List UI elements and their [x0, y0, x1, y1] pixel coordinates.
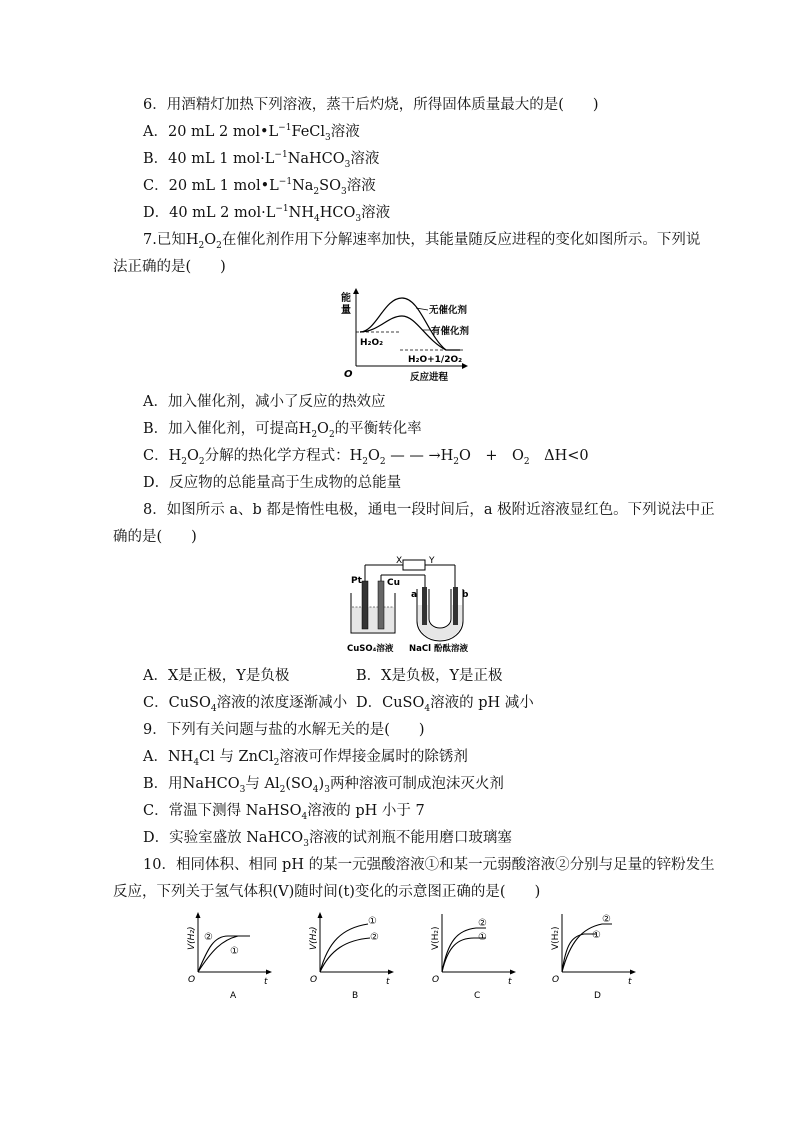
pt-electrode [362, 581, 368, 629]
electrolysis-diagram [345, 553, 485, 653]
label-x: X [396, 556, 403, 566]
energy-label-2: 量 [341, 305, 351, 316]
origin-label: O [344, 369, 353, 380]
y-axis-label: V(H₂) [309, 926, 319, 950]
cu-electrode [378, 581, 384, 629]
graph-label: A [230, 991, 237, 1001]
reactant-label: H₂O₂ [360, 338, 384, 348]
curve-uncat-label: 无催化剂 [429, 305, 468, 316]
origin-label: O [552, 975, 560, 985]
q8-option-a: A．X是正极，Y是负极 [143, 668, 290, 684]
curve-1-label: ① [592, 930, 601, 941]
label-y: Y [429, 556, 435, 566]
q8-stem-line2: 确的是( ) [113, 529, 197, 545]
curve-2-label: ② [602, 914, 611, 925]
graph-label: C [474, 991, 481, 1001]
y-axis-label: V(H₂) [551, 926, 561, 950]
label-left-solution: CuSO₄溶液 [347, 644, 394, 653]
x-axis-arrow [462, 363, 468, 369]
q6-stem: 6．用酒精灯加热下列溶液，蒸干后灼烧，所得固体质量最大的是( ) [143, 97, 599, 113]
left-solution [352, 607, 394, 632]
y-axis-label: V(H₂) [187, 926, 197, 950]
energy-label-1: 能 [341, 293, 351, 304]
graph-b [302, 910, 402, 1002]
q6-option-a: A．20 mL 2 $mol•L^{-1}FeCl_3$溶液 [143, 123, 360, 143]
q9-option-c: C．常温下测得 NaHSO$_4$溶液的 pH 小于 7 [143, 803, 425, 822]
q7-option-b: B．加入催化剂，可提高$H_2O_2$的平衡转化率 [143, 421, 422, 440]
x-axis-label: t [628, 977, 632, 987]
graph-a [180, 910, 280, 1002]
curve-1-label: ① [368, 916, 377, 927]
q7-stem-line1: 7.已知$H_2O_2$在催化剂作用下分解速率加快，其能量随反应进程的变化如图所示。下列说 [143, 232, 701, 251]
q6-option-d: D．40 mL 2 $mol\cdot L^{-1}NH_4HCO_3$溶液 [143, 204, 391, 224]
curve-2-label: ② [478, 918, 487, 929]
q7-option-c: C．$H_2O_2$分解的热化学方程式：$H_2O_2$ — — $\to H_2O$ + $O_2$ ΔH<0 [143, 448, 589, 467]
q7-option-a: A．加入催化剂，减小了反应的热效应 [143, 394, 386, 410]
q7-stem-line2: 法正确的是( ) [113, 259, 226, 275]
q10-stem-line2: 反应，下列关于氢气体积(V)随时间(t)变化的示意图正确的是( ) [113, 884, 541, 900]
curve-2-label: ② [204, 932, 213, 943]
curve-cat-label: 有催化剂 [431, 326, 470, 337]
origin-label: O [188, 975, 196, 985]
curve-2-label: ② [370, 932, 379, 943]
product-label: H₂O+1/2O₂ [408, 355, 463, 365]
u-tube-inner [429, 589, 451, 628]
label-pt: Pt [351, 576, 362, 586]
energy-diagram [340, 284, 475, 382]
q8-stem-line1: 8．如图所示 a、b 都是惰性电极，通电一段时间后，a 极附近溶液显红色。下列说法中正 [143, 502, 715, 518]
x-axis-label: t [264, 977, 268, 987]
label-a: a [411, 590, 418, 600]
curve-1-label: ① [230, 946, 239, 957]
graph-d [544, 910, 644, 1002]
power-source [403, 560, 425, 570]
electrode-b [453, 587, 458, 625]
q8-option-d: D．CuSO$_4$溶液的 pH 减小 [356, 695, 534, 714]
origin-label: O [432, 975, 440, 985]
q10-stem-line1: 10．相同体积、相同 pH 的某一元强酸溶液①和某一元弱酸溶液②分别与足量的锌粉发生 [143, 857, 715, 873]
curve-2 [562, 924, 612, 972]
x-axis-label: t [508, 977, 512, 987]
graph-label: B [352, 991, 359, 1001]
electrode-a [422, 587, 427, 625]
q8-option-c: C．CuSO$_4$溶液的浓度逐渐减小 [143, 695, 348, 714]
q7-option-d: D．反应物的总能量高于生成物的总能量 [143, 475, 402, 491]
curve-1 [562, 934, 596, 972]
label-cu: Cu [387, 578, 401, 588]
graph-c [424, 910, 524, 1002]
curve-2 [320, 938, 370, 972]
x-axis-label: 反应进程 [410, 372, 449, 382]
q6-option-c: C．20 mL 1 $mol•L^{-1}Na_2SO_3$溶液 [143, 177, 376, 197]
q9-option-d: D．实验室盛放 NaHCO$_3$溶液的试剂瓶不能用磨口玻璃塞 [143, 830, 512, 849]
q6-option-b: B．40 mL 1 $mol\cdot L^{-1}NaHCO_3$溶液 [143, 150, 380, 170]
graph-label: D [594, 991, 601, 1001]
q9-option-b: B．用NaHCO$_3$与 $Al_2(SO_4)_3$两种溶液可制成泡沫灭火剂 [143, 776, 504, 795]
q9-stem: 9．下列有关问题与盐的水解无关的是( ) [143, 722, 425, 738]
q9-option-a: A．$NH_4Cl$ 与 ZnCl$_2$溶液可作焊接金属时的除锈剂 [143, 749, 468, 768]
q8-option-b: B．X是负极，Y是正极 [356, 668, 503, 684]
label-right-solution: NaCl 酚酞溶液 [409, 644, 468, 653]
x-axis-label: t [386, 977, 390, 987]
curve-1 [442, 938, 486, 972]
y-axis-label: V(H₂) [431, 926, 441, 950]
y-axis-arrow [353, 288, 359, 294]
label-b: b [462, 590, 469, 600]
origin-label: O [310, 975, 318, 985]
curve-1 [320, 924, 368, 972]
curve-1-label: ① [478, 932, 487, 943]
